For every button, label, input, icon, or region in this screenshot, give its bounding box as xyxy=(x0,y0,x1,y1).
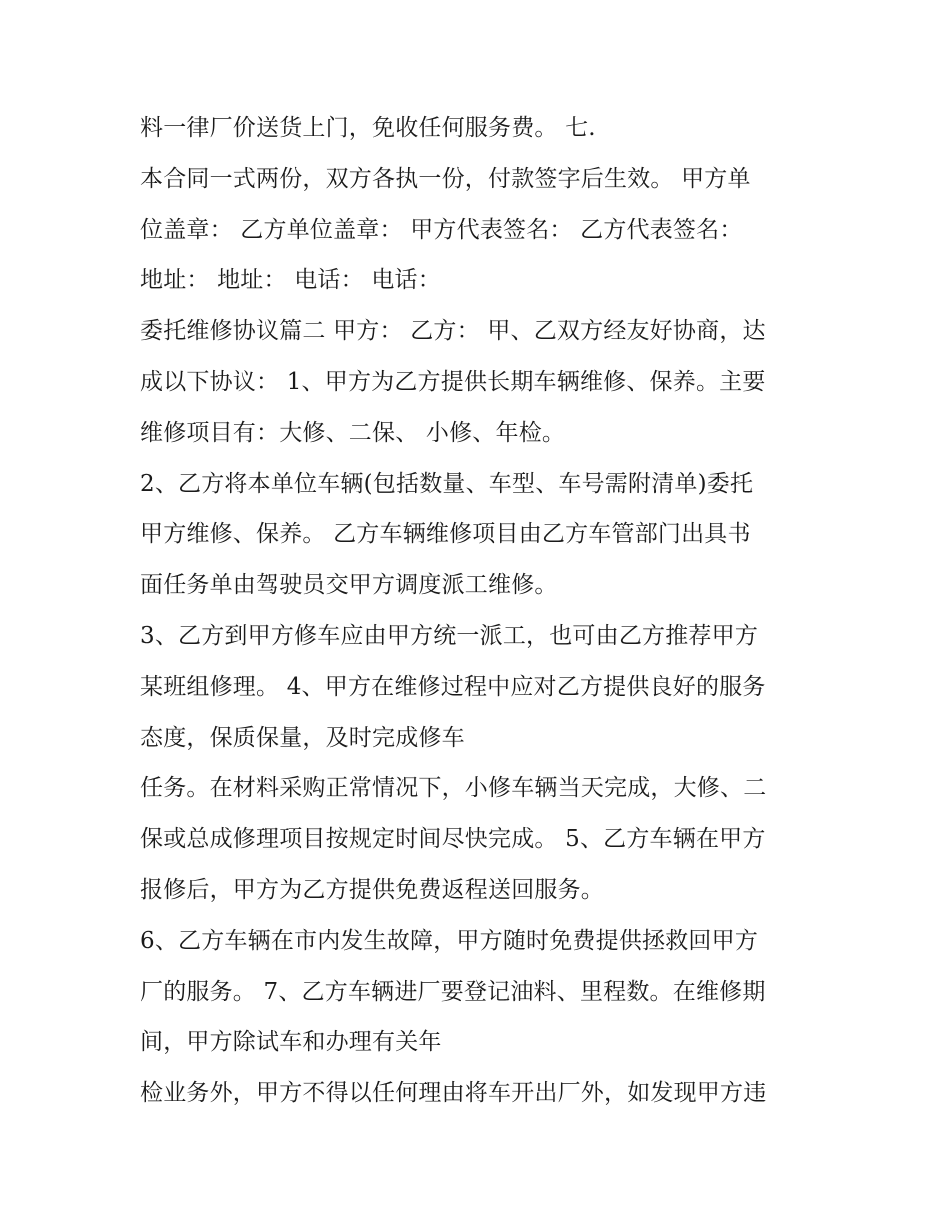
text-line: 本合同一式两份，双方各执一份，付款签字后生效。 甲方单 xyxy=(140,165,751,192)
text-line: 某班组修理。 4、甲方在维修过程中应对乙方提供良好的服务 xyxy=(140,673,766,700)
text-line: 态度，保质保量，及时完成修车 xyxy=(140,724,465,751)
text-line: 间，甲方除试车和办理有关年 xyxy=(140,1029,442,1056)
document-body xyxy=(140,103,840,1119)
text-line: 甲方维修、保养。 乙方车辆维修项目由乙方车管部门出具书 xyxy=(140,521,751,548)
text-line: 成以下协议： 1、甲方为乙方提供长期车辆维修、保养。主要 xyxy=(140,368,766,395)
text-line: 位盖章： 乙方单位盖章： 甲方代表签名： 乙方代表签名： xyxy=(140,216,743,243)
text-line: 厂的服务。 7、乙方车辆进厂要登记油料、里程数。在维修期 xyxy=(140,978,766,1005)
text-line: 3、乙方到甲方修车应由甲方统一派工，也可由乙方推荐甲方 xyxy=(140,622,759,649)
text-line: 委托维修协议篇二 甲方： 乙方： 甲、乙双方经友好协商，达 xyxy=(140,318,766,345)
text-line: 6、乙方车辆在市内发生故障，甲方随时免费提供拯救回甲方 xyxy=(140,927,759,954)
text-line: 任务。在材料采购正常情况下，小修车辆当天完成，大修、二 xyxy=(140,775,767,802)
text-line: 维修项目有：大修、二保、 小修、年检。 xyxy=(140,419,566,446)
text-line: 保或总成修理项目按规定时间尽快完成。 5、乙方车辆在甲方 xyxy=(140,826,766,853)
text-line: 料一律厂价送货上门，免收任何服务费。 七. xyxy=(140,115,596,141)
text-line: 报修后，甲方为乙方提供免费返程送回服务。 xyxy=(140,876,604,903)
text-line: 面任务单由驾驶员交甲方调度派工维修。 xyxy=(140,572,558,599)
text-line: 地址： 地址： 电话： 电话： xyxy=(140,267,441,294)
text-line: 检业务外，甲方不得以任何理由将车开出厂外，如发现甲方违 xyxy=(140,1080,767,1107)
text-line: 2、乙方将本单位车辆(包括数量、车型、车号需附清单)委托 xyxy=(140,470,754,497)
